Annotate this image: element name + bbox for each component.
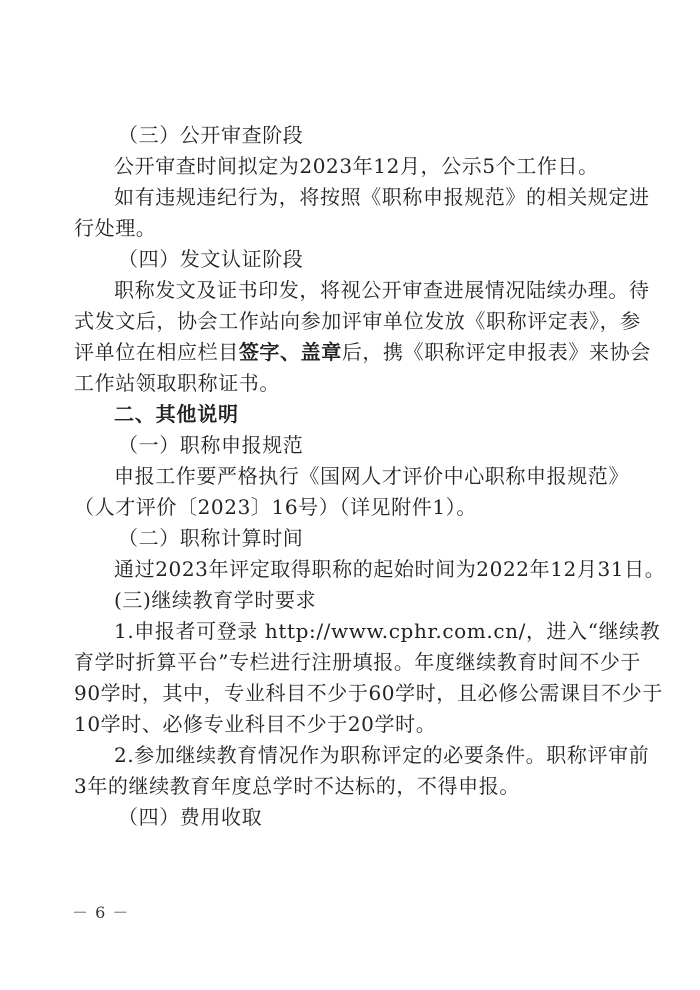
certification-line3-text-c: 后，携《职称评定申报表》来协会 xyxy=(341,340,651,364)
item1-line1: 1.申报者可登录 http://www.cphr.com.cn/，进入“继续教 xyxy=(114,619,661,643)
item1-line4: 10学时、必修专业科目不少于20学时。 xyxy=(74,712,437,736)
item2-line2: 3年的继续教育年度总学时不达标的，不得申报。 xyxy=(74,774,520,798)
subheading-title-calc-time: （二）职称计算时间 xyxy=(118,526,304,550)
item1-line3: 90学时，其中，专业科目不少于60学时，且必修公需课目不少于 xyxy=(74,681,663,705)
paragraph-certification-line3 xyxy=(74,337,651,368)
document-body xyxy=(74,120,666,833)
paragraph-calc-time: 通过2023年评定取得职称的起始时间为2022年12月31日。 xyxy=(114,557,666,581)
subheading-fee-collection: （四）费用收取 xyxy=(118,805,263,829)
paragraph-certification-line1: 职称发文及证书印发，将视公开审查进展情况陆续办理。待 xyxy=(114,278,650,302)
section-heading-public-review: （三）公开审查阶段 xyxy=(118,123,304,147)
item2-line1: 2.参加继续教育情况作为职称评定的必要条件。职称评审前 xyxy=(114,743,650,767)
part-heading-other-notes: 二、其他说明 xyxy=(114,402,239,426)
paragraph-norms-line2: （人才评价〔2023〕16号）（详见附件1）。 xyxy=(74,495,477,519)
subheading-application-norms: （一）职称申报规范 xyxy=(118,433,304,457)
paragraph-violation-line1: 如有违规违纪行为，将按照《职称申报规范》的相关规定进 xyxy=(114,185,650,209)
paragraph-certification-line4: 工作站领取职称证书。 xyxy=(74,371,280,395)
item1-line2: 育学时折算平台”专栏进行注册填报。年度继续教育时间不少于 xyxy=(74,650,642,674)
section-heading-certification: （四）发文认证阶段 xyxy=(118,247,304,271)
paragraph-review-time: 公开审查时间拟定为2023年12月，公示5个工作日。 xyxy=(114,154,599,178)
paragraph-norms-line1: 申报工作要严格执行《国网人才评价中心职称申报规范》 xyxy=(114,464,629,488)
paragraph-certification-line2: 式发文后，协会工作站向参加评审单位发放《职称评定表》，参 xyxy=(74,309,641,333)
subheading-continuing-education: (三)继续教育学时要求 xyxy=(114,588,317,612)
page-number: － 6 － xyxy=(72,903,130,922)
sign-seal-emphasis: 签字、盖章 xyxy=(238,340,342,364)
paragraph-violation-line2: 行处理。 xyxy=(74,216,157,240)
certification-line3-text-a: 评单位在相应栏目 xyxy=(74,340,239,364)
